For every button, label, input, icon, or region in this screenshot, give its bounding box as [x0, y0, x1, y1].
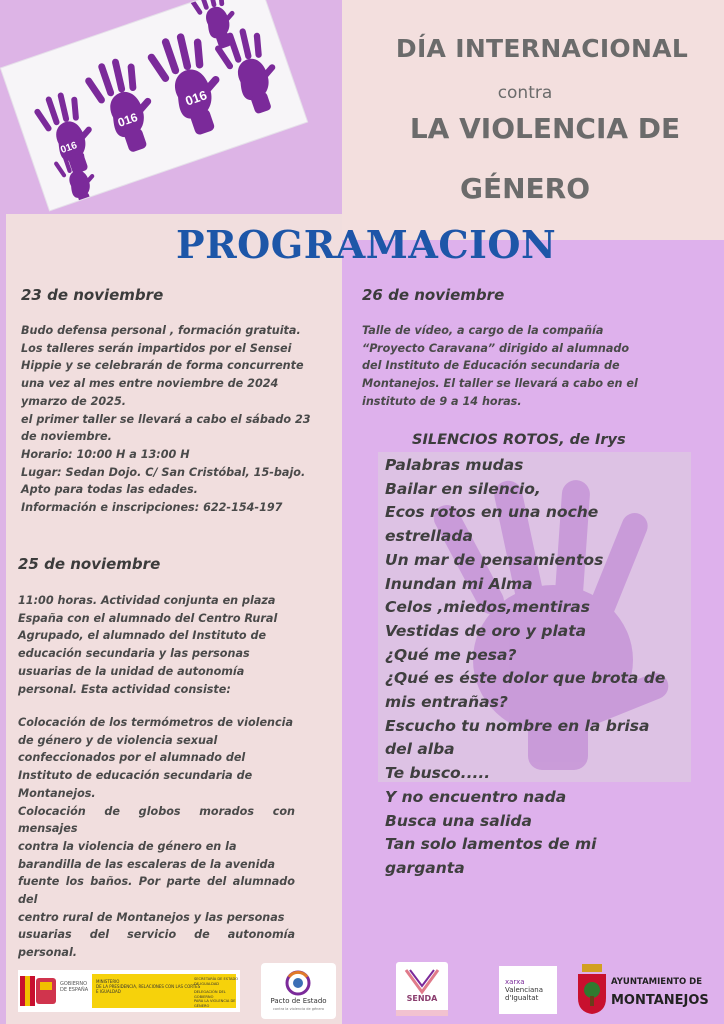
event-23-line: Lugar: Sedan Dojo. C/ San Cristóbal, 15-bajo.: [21, 465, 306, 479]
gob-min-1: MINISTERIO: [96, 979, 120, 984]
event-25-line: Colocación de globos morados con mensajes: [18, 804, 295, 836]
gob-line-2: DE ESPAÑA: [60, 987, 89, 993]
event-26-line: Talle de vídeo, a cargo de la compañía: [362, 324, 604, 337]
event-25-line: confeccionados por el alumnado del: [18, 751, 246, 765]
gob-del-1: DELEGACIÓN DEL GOBIERNO: [194, 990, 226, 999]
event-26-line: “Proyecto Caravana” dirigido al alumnado: [362, 341, 630, 355]
gob-min-3: E IGUALDAD: [96, 989, 121, 994]
senda-label: SENDA: [406, 994, 438, 1003]
event-25-line: Instituto de educación secundaria de: [18, 769, 253, 783]
pacto-label: Pacto de Estado: [270, 997, 327, 1005]
event-26-line: del Instituto de Educación secundaria de: [362, 359, 620, 373]
event-26-line: instituto de 9 a 14 horas.: [362, 394, 522, 408]
event-25-line: usuarias del servicio de autonomía personal.: [18, 928, 295, 960]
poem-line: Busca una salida: [385, 811, 532, 830]
gob-del-2: PARA LA VIOLENCIA DE GÉNERO: [194, 999, 236, 1008]
gob-min-2: DE LA PRESIDENCIA, RELACIONES CON LAS CORTES: [96, 984, 201, 989]
event-25-text-b: [18, 714, 295, 962]
event-25-line: Colocación de los termómetros de violencia: [18, 716, 294, 729]
ayto-line-1: AYUNTAMIENTO DE: [611, 977, 703, 987]
poem-line: del alba: [385, 740, 455, 759]
programacion-heading: PROGRAMACION: [176, 222, 557, 267]
event-23-line: Budo defensa personal , formación gratuita.: [21, 324, 301, 337]
poem-line: Un mar de pensamientos: [385, 550, 604, 569]
event-25-line: centro rural de Montanejos y las personas: [18, 910, 285, 924]
left-edge-strip: [0, 214, 6, 1024]
event-25-text-a: [18, 592, 295, 698]
xarxa-valenciana-logo: [499, 966, 557, 1014]
event-25-line: 11:00 horas. Actividad conjunta en plaza: [18, 594, 276, 607]
poem-line: Escucho tu nombre en la brisa: [385, 716, 650, 735]
event-23-line: Apto para todas las edades.: [21, 483, 198, 497]
event-23-line: Los talleres serán impartidos por el Sensei: [21, 341, 292, 355]
poem-line: Inundan mi Alma: [385, 574, 533, 593]
poem-line: Y no encuentro nada: [385, 787, 567, 806]
hand-label-2: 016: [115, 110, 140, 130]
date-25-nov: 25 de noviembre: [18, 555, 161, 573]
title-line-1: DÍA INTERNACIONAL: [395, 34, 689, 63]
event-25-line: usuarias de la unidad de autonomía: [18, 664, 245, 678]
poem-line: Palabras mudas: [385, 456, 524, 474]
poem-line: Ecos rotos en una noche: [385, 503, 599, 522]
senda-logo: [396, 962, 448, 1016]
senda-mark-icon: [396, 962, 448, 1016]
title-line-3: LA VIOLENCIA DE: [409, 112, 681, 145]
event-25-line: fuente los baños. Por parte del alumnado del: [18, 875, 295, 907]
date-26-nov: 26 de noviembre: [362, 286, 505, 304]
poem-line: Tan solo lamentos de mi: [385, 835, 597, 854]
event-25-line: España con el alumnado del Centro Rural: [18, 611, 278, 625]
event-25-line: barandilla de las escaleras de la avenida: [18, 857, 276, 871]
gob-line-1: GOBIERNO: [60, 981, 88, 987]
event-23-text: [21, 322, 331, 517]
event-25-line: de género y de violencia sexual: [18, 733, 218, 747]
poem-line: estrellada: [385, 527, 473, 546]
poem-text: [385, 454, 685, 881]
event-23-line: una vez al mes entre noviembre de 2024: [21, 377, 279, 391]
ayuntamiento-montanejos-logo: [576, 962, 710, 1016]
pacto-sublabel: contra la violencia de género: [272, 1007, 324, 1011]
poem-line: ¿Qué es éste dolor que brota de: [385, 669, 666, 688]
event-25-line: Agrupado, el alumnado del Instituto de: [18, 629, 267, 643]
gob-sec-2: DE IGUALDAD: [194, 981, 220, 986]
date-23-nov: 23 de noviembre: [21, 286, 164, 304]
xarxa-line-2: Valenciana: [505, 986, 544, 994]
event-26-text: [362, 322, 695, 411]
poem-line: mis entrañas?: [385, 693, 508, 712]
event-25-line: personal. Esta actividad consiste:: [18, 682, 231, 696]
event-23-line: de noviembre.: [21, 430, 112, 444]
poem-line: Celos ,miedos,mentiras: [385, 598, 590, 617]
event-23-line: Horario: 10:00 H a 13:00 H: [21, 447, 190, 461]
poem-line: garganta: [385, 858, 465, 877]
event-23-line: Hippie y se celebrarán de forma concurrente: [21, 359, 304, 373]
xarxa-line-3: d'Igualtat: [505, 994, 539, 1002]
ayto-line-2: MONTANEJOS: [611, 993, 709, 1008]
poem-line: Bailar en silencio,: [385, 479, 541, 498]
xarxa-line-1: xarxa: [505, 978, 525, 986]
pacto-estado-logo: [261, 963, 336, 1019]
gob-sec-1: SECRETARÍA DE ESTADO: [194, 977, 239, 981]
poem-line: Vestidas de oro y plata: [385, 621, 587, 640]
poem-line: ¿Qué me pesa?: [385, 645, 517, 664]
event-23-line: Información e inscripciones: 622-154-197: [21, 501, 283, 515]
event-25-line: Montanejos.: [18, 786, 96, 800]
event-25-line: educación secundaria y las personas: [18, 647, 250, 661]
event-26-line: Montanejos. El taller se llevará a cabo en el: [362, 377, 638, 391]
montanejos-shield-icon: [576, 962, 608, 1016]
hand-label-1: 016: [59, 140, 79, 156]
event-25-line: contra la violencia de género en la: [18, 839, 237, 853]
gobierno-espana-logo: [18, 970, 240, 1012]
event-23-line: ymarzo de 2025.: [21, 394, 126, 408]
poem-title: SILENCIOS ROTOS, de Irys: [412, 432, 626, 448]
title-line-4: GÉNERO: [459, 172, 591, 205]
title-line-2: contra: [497, 83, 553, 103]
hand-label-3: 016: [183, 87, 209, 109]
event-23-line: el primer taller se llevará a cabo el sábado 23: [21, 412, 311, 426]
poem-line: Te busco.....: [385, 764, 491, 783]
